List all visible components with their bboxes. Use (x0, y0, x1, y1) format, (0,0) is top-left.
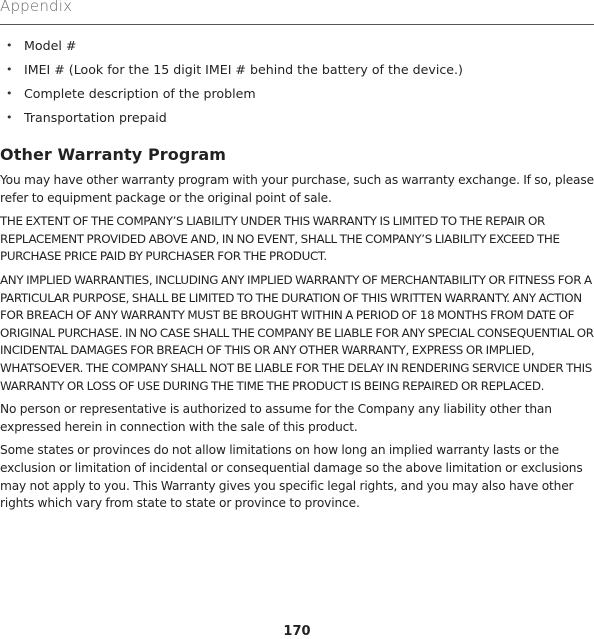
list-item (0, 84, 594, 108)
paragraph-implied-warranties: ANY IMPLIED WARRANTIES, INCLUDING ANY IMPLIED WARRANTY OF MERCHANTABILITY OR FITNESS FOR A PARTICULAR PURPOSE, SHALL BE LIMITED TO THE DURATION OF THIS WRITTEN WARRANTY. ANY ACTION FOR BREACH OF ANY WARRANTY MUST BE BROUGHT WITHIN A PERIOD OF 18 MONTHS FROM DATE OF ORIGINAL PURCHASE. IN NO CASE SHALL THE COMPANY BE LIABLE FOR ANY SPECIAL CONSEQUENTIAL OR INCIDENTAL DAMAGES FOR BREACH OF THIS OR ANY OTHER WARRANTY, EXPRESS OR IMPLIED, WHATSOEVER. THE COMPANY SHALL NOT BE LIABLE FOR THE DELAY IN RENDERING SERVICE UNDER THIS WARRANTY OR LOSS OF USE DURING THE TIME THE PRODUCT IS BEING REPAIRED OR REPLACED. (0, 272, 594, 393)
paragraph-state-rights: Some states or provinces do not allow limitations on how long an implied warranty lasts or the exclusion or limitation of incidental or consequential damage so the above limitation or exclusions may not apply to you. This Warranty gives you specific legal rights, and you may also have other rights which vary from state to state or province to province. (0, 443, 583, 511)
list-item-text: Model # (24, 38, 77, 53)
list-item (0, 60, 594, 84)
list-item (0, 36, 594, 60)
paragraph-no-representative: No person or representative is authorized to assume for the Company any liability other than expressed herein in connection with the sale of this product. (0, 402, 552, 434)
page-header (0, 0, 594, 25)
section-heading: Other Warranty Program (0, 145, 227, 164)
paragraph-liability-extent: THE EXTENT OF THE COMPANY’S LIABILITY UNDER THIS WARRANTY IS LIMITED TO THE REPAIR OR REPLACEMENT PROVIDED ABOVE AND, IN NO EVENT, SHALL THE COMPANY’S LIABILITY EXCEED THE PURCHASE PRICE PAID BY PURCHASER FOR THE PRODUCT. (0, 214, 560, 264)
paragraph-other-program: You may have other warranty program with your purchase, such as warranty exchange. If so, please refer to equipment package or the original point of sale. (0, 173, 594, 205)
list-item (0, 108, 594, 132)
list-item-text: Complete description of the problem (24, 86, 256, 101)
bullet-icon: • (6, 87, 13, 100)
bullet-icon: • (6, 63, 13, 76)
bullet-icon: • (6, 111, 13, 124)
list-item-text: Transportation prepaid (24, 110, 167, 125)
page-number: 170 (283, 624, 311, 639)
section-body (0, 172, 594, 519)
requirements-list (0, 36, 594, 132)
bullet-icon: • (6, 39, 13, 52)
list-item-text: IMEI # (Look for the 15 digit IMEI # behind the battery of the device.) (24, 62, 463, 77)
header-title: Appendix (0, 0, 73, 15)
